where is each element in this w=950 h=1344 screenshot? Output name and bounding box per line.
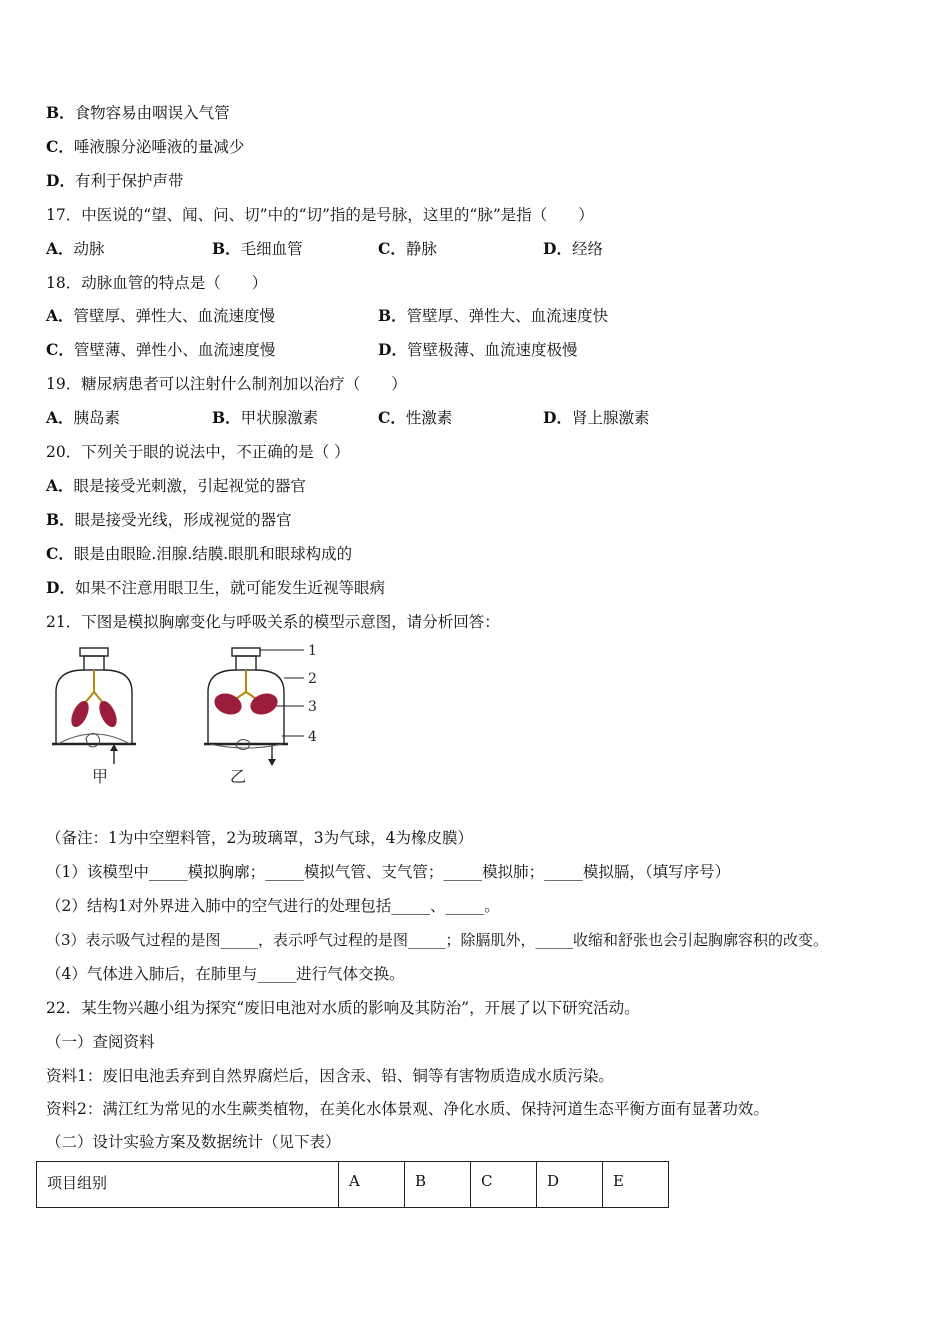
q22-ref1: 资料1：废旧电池丢弃到自然界腐烂后，因含汞、铅、铜等有害物质造成水质污染。 <box>46 1067 614 1085</box>
q21-sub4: （4）气体进入肺后，在肺里与_____进行气体交换。 <box>46 965 405 983</box>
q17-option-a: A．动脉 <box>46 239 105 258</box>
q22-stem: 22．某生物兴趣小组为探究“废旧电池对水质的影响及其防治”，开展了以下研究活动。 <box>46 999 640 1017</box>
q18-option-b: B．管壁厚、弹性大、血流速度快 <box>378 306 609 325</box>
q18-option-c: C．管壁薄、弹性小、血流速度慢 <box>46 340 276 359</box>
q21-sub2: （2）结构1对外界进入肺中的空气进行的处理包括_____、_____。 <box>46 897 500 915</box>
table-header-cell: C <box>471 1162 537 1208</box>
q16-option-c: C．唾液腺分泌唾液的量减少 <box>46 137 245 156</box>
q16-option-b: B．食物容易由咽误入气管 <box>46 103 230 122</box>
q20-stem: 20．下列关于眼的说法中，不正确的是（ ） <box>46 443 350 461</box>
table-header-cell: 项目组别 <box>37 1162 339 1208</box>
q17-option-d: D．经络 <box>543 239 603 258</box>
q16-option-d: D．有利于保护声带 <box>46 171 184 190</box>
q20-option-a: A．眼是接受光刺激，引起视觉的器官 <box>46 476 307 495</box>
callout-2: 2 <box>308 671 317 687</box>
q22-part1: （一）查阅资料 <box>46 1033 155 1051</box>
q17-option-c: C．静脉 <box>378 239 437 258</box>
q18-stem: 18．动脉血管的特点是（ ） <box>46 274 268 292</box>
label-jia: 甲 <box>92 767 109 786</box>
q21-note: （备注：1为中空塑料管，2为玻璃罩，3为气球，4为橡皮膜） <box>46 829 473 847</box>
label-yi: 乙 <box>230 767 247 786</box>
table-header-cell: B <box>405 1162 471 1208</box>
table-header-cell: D <box>537 1162 603 1208</box>
experiment-table <box>36 1161 669 1208</box>
q17-option-b: B．毛细血管 <box>212 239 303 258</box>
q22-part2: （二）设计实验方案及数据统计（见下表） <box>46 1133 341 1151</box>
q19-stem: 19．糖尿病患者可以注射什么制剂加以治疗（ ） <box>46 375 407 393</box>
table-header-cell: A <box>339 1162 405 1208</box>
q18-option-d: D．管壁极薄、血流速度极慢 <box>378 340 578 359</box>
q22-ref2: 资料2：满江红为常见的水生蕨类植物，在美化水体景观、净化水质、保持河道生态平衡方面有显著功效。 <box>46 1100 769 1118</box>
table-header-cell: E <box>603 1162 669 1208</box>
table-row <box>37 1162 669 1208</box>
q19-option-a: A．胰岛素 <box>46 408 121 427</box>
callout-3: 3 <box>308 699 317 715</box>
q21-sub1: （1）该模型中_____模拟胸廓；_____模拟气管、支气管；_____模拟肺；_____模拟膈，（填写序号） <box>46 863 731 881</box>
callout-4: 4 <box>308 729 317 745</box>
q20-option-c: C．眼是由眼睑.泪腺.结膜.眼肌和眼球构成的 <box>46 544 353 563</box>
q19-option-c: C．性激素 <box>378 408 453 427</box>
q20-option-d: D．如果不注意用眼卫生，就可能发生近视等眼病 <box>46 578 385 597</box>
q18-option-a: A．管壁厚、弹性大、血流速度慢 <box>46 306 276 325</box>
q20-option-b: B．眼是接受光线，形成视觉的器官 <box>46 510 292 529</box>
q21-sub3: （3）表示吸气过程的是图_____，表示呼气过程的是图_____；除膈肌外，_____收缩和舒张也会引起胸廓容积的改变。 <box>46 931 829 949</box>
q17-stem: 17．中医说的“望、闻、问、切”中的“切”指的是号脉，这里的“脉”是指（ ） <box>46 206 594 224</box>
callout-1: 1 <box>308 643 317 659</box>
breathing-model-figure <box>46 640 346 790</box>
model-yi <box>204 648 304 766</box>
model-jia <box>52 648 136 764</box>
q19-option-b: B．甲状腺激素 <box>212 408 319 427</box>
q19-option-d: D．肾上腺激素 <box>543 408 650 427</box>
q21-stem: 21．下图是模拟胸廓变化与呼吸关系的模型示意图，请分析回答： <box>46 613 500 631</box>
